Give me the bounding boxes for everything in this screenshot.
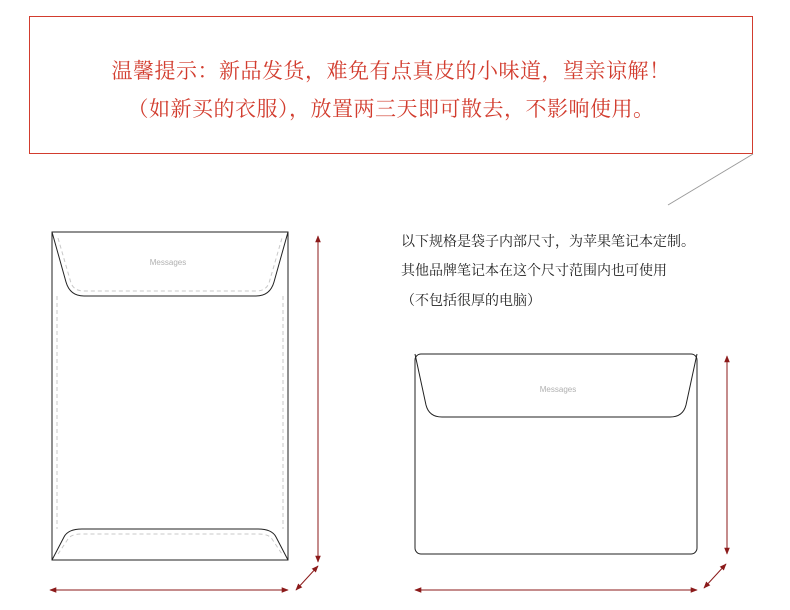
notice-line-2: （如新买的衣服），放置两三天即可散去，不影响使用。 xyxy=(127,97,655,121)
portrait-bag xyxy=(52,232,288,560)
landscape-bag-outline xyxy=(415,354,697,554)
landscape-depth-arrow xyxy=(704,564,726,588)
notice-line-1: 温馨提示：新品发货，难免有点真皮的小味道，望亲谅解！ xyxy=(111,59,671,83)
landscape-bag xyxy=(415,354,697,554)
portrait-bag-outline xyxy=(52,232,288,560)
portrait-depth-arrow xyxy=(296,566,318,590)
spec-line-1: 以下规格是袋子内部尺寸，为苹果笔记本定制。 xyxy=(401,234,695,250)
spec-line-2: 其他品牌笔记本在这个尺寸范围内也可使用 xyxy=(401,263,667,279)
spec-line-3: （不包括很厚的电脑） xyxy=(401,293,541,309)
landscape-bag-label: Messages xyxy=(539,385,577,394)
portrait-bag-label: Messages xyxy=(149,258,187,267)
callout-pointer xyxy=(668,154,753,205)
